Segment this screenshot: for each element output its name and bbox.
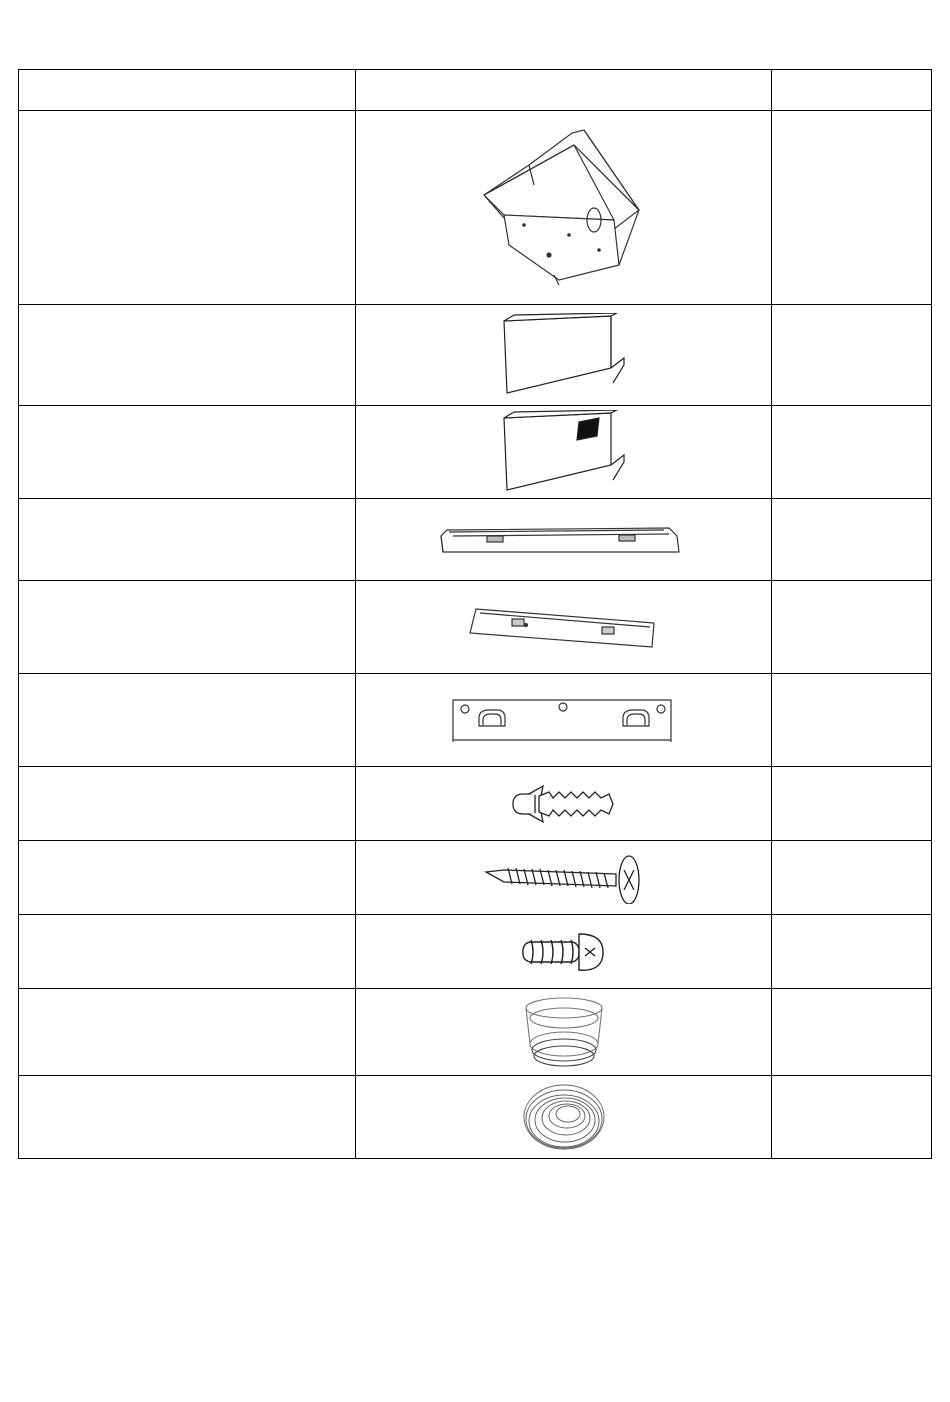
- part-illustration: [356, 581, 772, 674]
- part-description: [19, 767, 356, 841]
- short-screw-icon: [356, 926, 771, 978]
- wall-plug-icon: [356, 784, 771, 824]
- duct-adapter-icon: [356, 994, 771, 1070]
- part-description: [19, 989, 356, 1076]
- part-quantity: [772, 406, 932, 499]
- part-description: [19, 915, 356, 989]
- header-illustration: [356, 70, 772, 111]
- parts-table: [18, 69, 932, 1159]
- wall-bracket-icon: [356, 696, 771, 744]
- part-description: [19, 406, 356, 499]
- part-description: [19, 674, 356, 767]
- part-illustration: [356, 767, 772, 841]
- part-quantity: [772, 841, 932, 915]
- part-description: [19, 1076, 356, 1159]
- part-illustration: [356, 915, 772, 989]
- part-quantity: [772, 767, 932, 841]
- part-quantity: [772, 111, 932, 305]
- flexible-duct-icon: [356, 1082, 771, 1152]
- part-illustration: [356, 1076, 772, 1159]
- part-illustration: [356, 499, 772, 581]
- part-quantity: [772, 499, 932, 581]
- table-row: [19, 989, 932, 1076]
- long-screw-icon: [356, 852, 771, 904]
- table-row: [19, 406, 932, 499]
- part-quantity: [772, 989, 932, 1076]
- table-row: [19, 915, 932, 989]
- part-illustration: [356, 111, 772, 305]
- hood-body-icon: [356, 125, 771, 290]
- part-illustration: [356, 989, 772, 1076]
- part-illustration: [356, 406, 772, 499]
- part-quantity: [772, 581, 932, 674]
- part-description: [19, 841, 356, 915]
- part-quantity: [772, 915, 932, 989]
- header-row: [19, 70, 932, 111]
- table-row: [19, 581, 932, 674]
- table-row: [19, 767, 932, 841]
- part-quantity: [772, 1076, 932, 1159]
- table-row: [19, 674, 932, 767]
- long-mounting-bracket-icon: [356, 522, 771, 558]
- part-quantity: [772, 305, 932, 406]
- part-illustration: [356, 841, 772, 915]
- part-description: [19, 581, 356, 674]
- header-quantity: [772, 70, 932, 111]
- table-row: [19, 1076, 932, 1159]
- table-row: [19, 111, 932, 305]
- part-description: [19, 499, 356, 581]
- part-illustration: [356, 305, 772, 406]
- part-quantity: [772, 674, 932, 767]
- chimney-bracket-icon: [356, 603, 771, 651]
- part-description: [19, 111, 356, 305]
- header-description: [19, 70, 356, 111]
- part-illustration: [356, 674, 772, 767]
- table-row: [19, 841, 932, 915]
- table-row: [19, 499, 932, 581]
- upper-chimney-cover-icon: [356, 313, 771, 398]
- lower-chimney-cover-icon: [356, 410, 771, 495]
- table-row: [19, 305, 932, 406]
- part-description: [19, 305, 356, 406]
